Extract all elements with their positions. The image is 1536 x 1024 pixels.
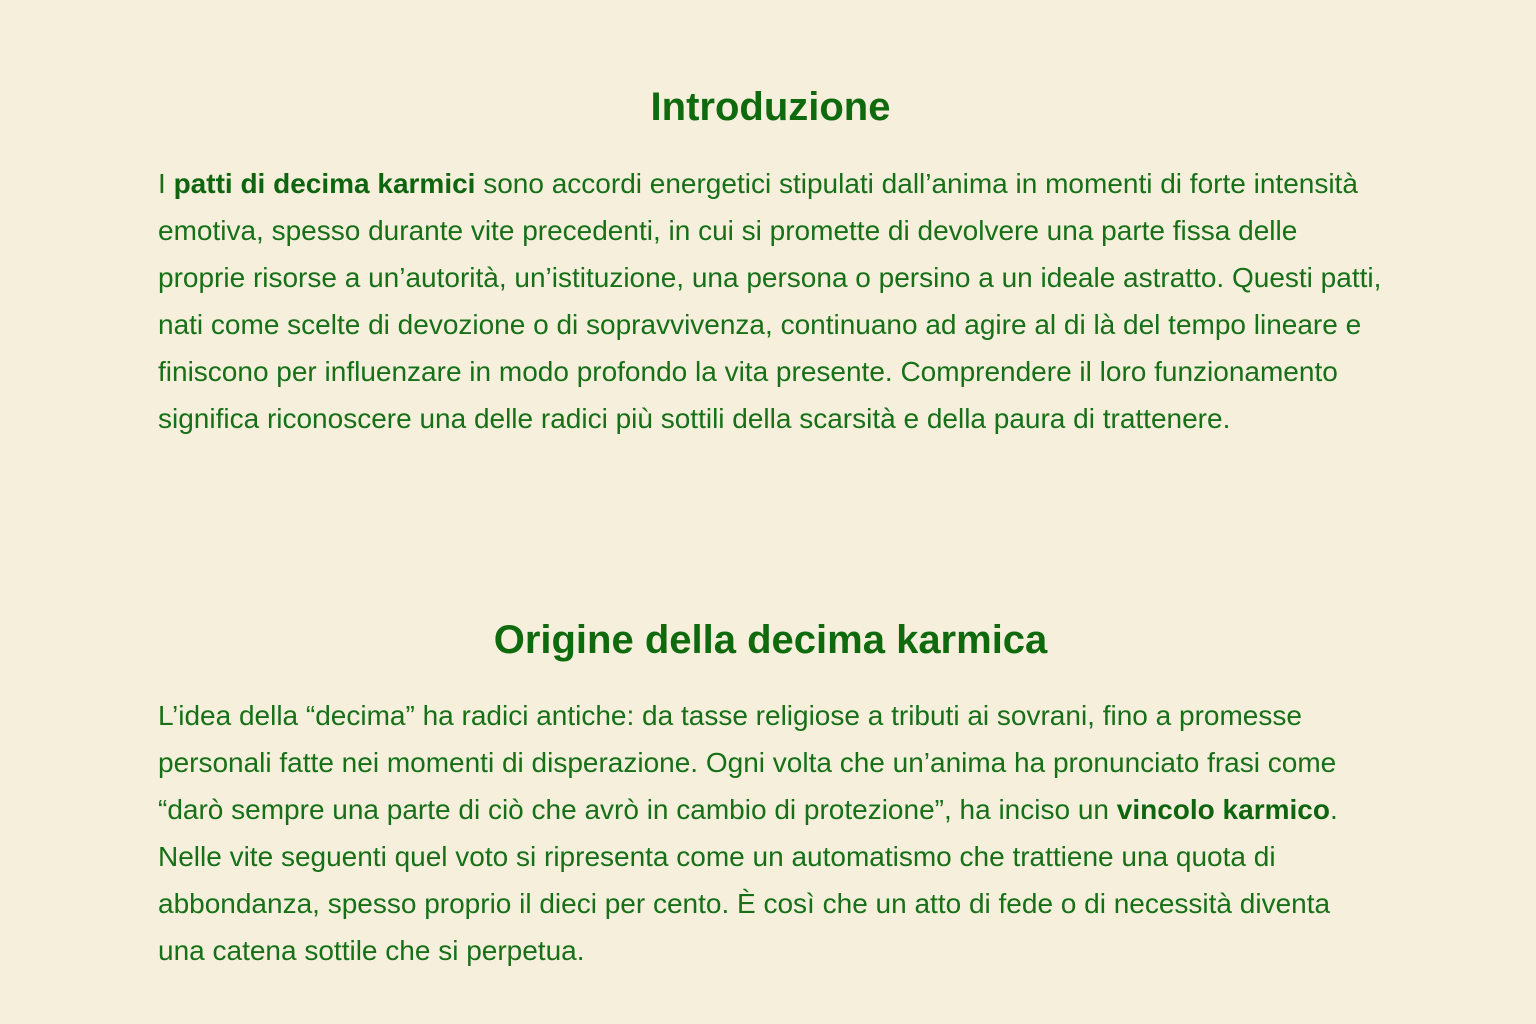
- paragraph-text: L’idea della “decima” ha radici antiche: da tasse religiose a tributi ai sovrani, fino a promesse personali fatte nei momenti di disperazione. Ogni volta che un’anima ha pronunciato frasi come “darò sempre una parte di ciò che avrò in cambio di protezione”, ha inciso un: [158, 700, 1337, 825]
- paragraph-text: I: [158, 168, 174, 199]
- bold-term: vincolo karmico: [1116, 794, 1330, 825]
- bold-term: patti di decima karmici: [173, 168, 476, 199]
- section-heading: Introduzione: [650, 85, 891, 129]
- section-paragraph: [158, 692, 1383, 974]
- section-heading: Origine della decima karmica: [493, 618, 1048, 662]
- section-paragraph: [158, 160, 1383, 442]
- paragraph-text: . Nelle vite seguenti quel voto si ripresenta come un automatismo che trattiene una quota di abbondanza, spesso proprio il dieci per cento. È così che un atto di fede o di necessità diventa una catena sottile che si perpetua.: [158, 794, 1338, 966]
- paragraph-text: sono accordi energetici stipulati dall’anima in momenti di forte intensità emotiva, spesso durante vite precedenti, in cui si promette di devolvere una parte fissa delle proprie risorse a un’autorità, un’istituzione, una persona o persino a un ideale astratto. Questi patti, nati come scelte di devozione o di sopravvivenza, continuano ad agire al di là del tempo lineare e finiscono per influenzare in modo profondo la vita presente. Comprendere il loro funzionamento significa riconoscere una delle radici più sottili della scarsità e della paura di trattenere.: [158, 168, 1382, 434]
